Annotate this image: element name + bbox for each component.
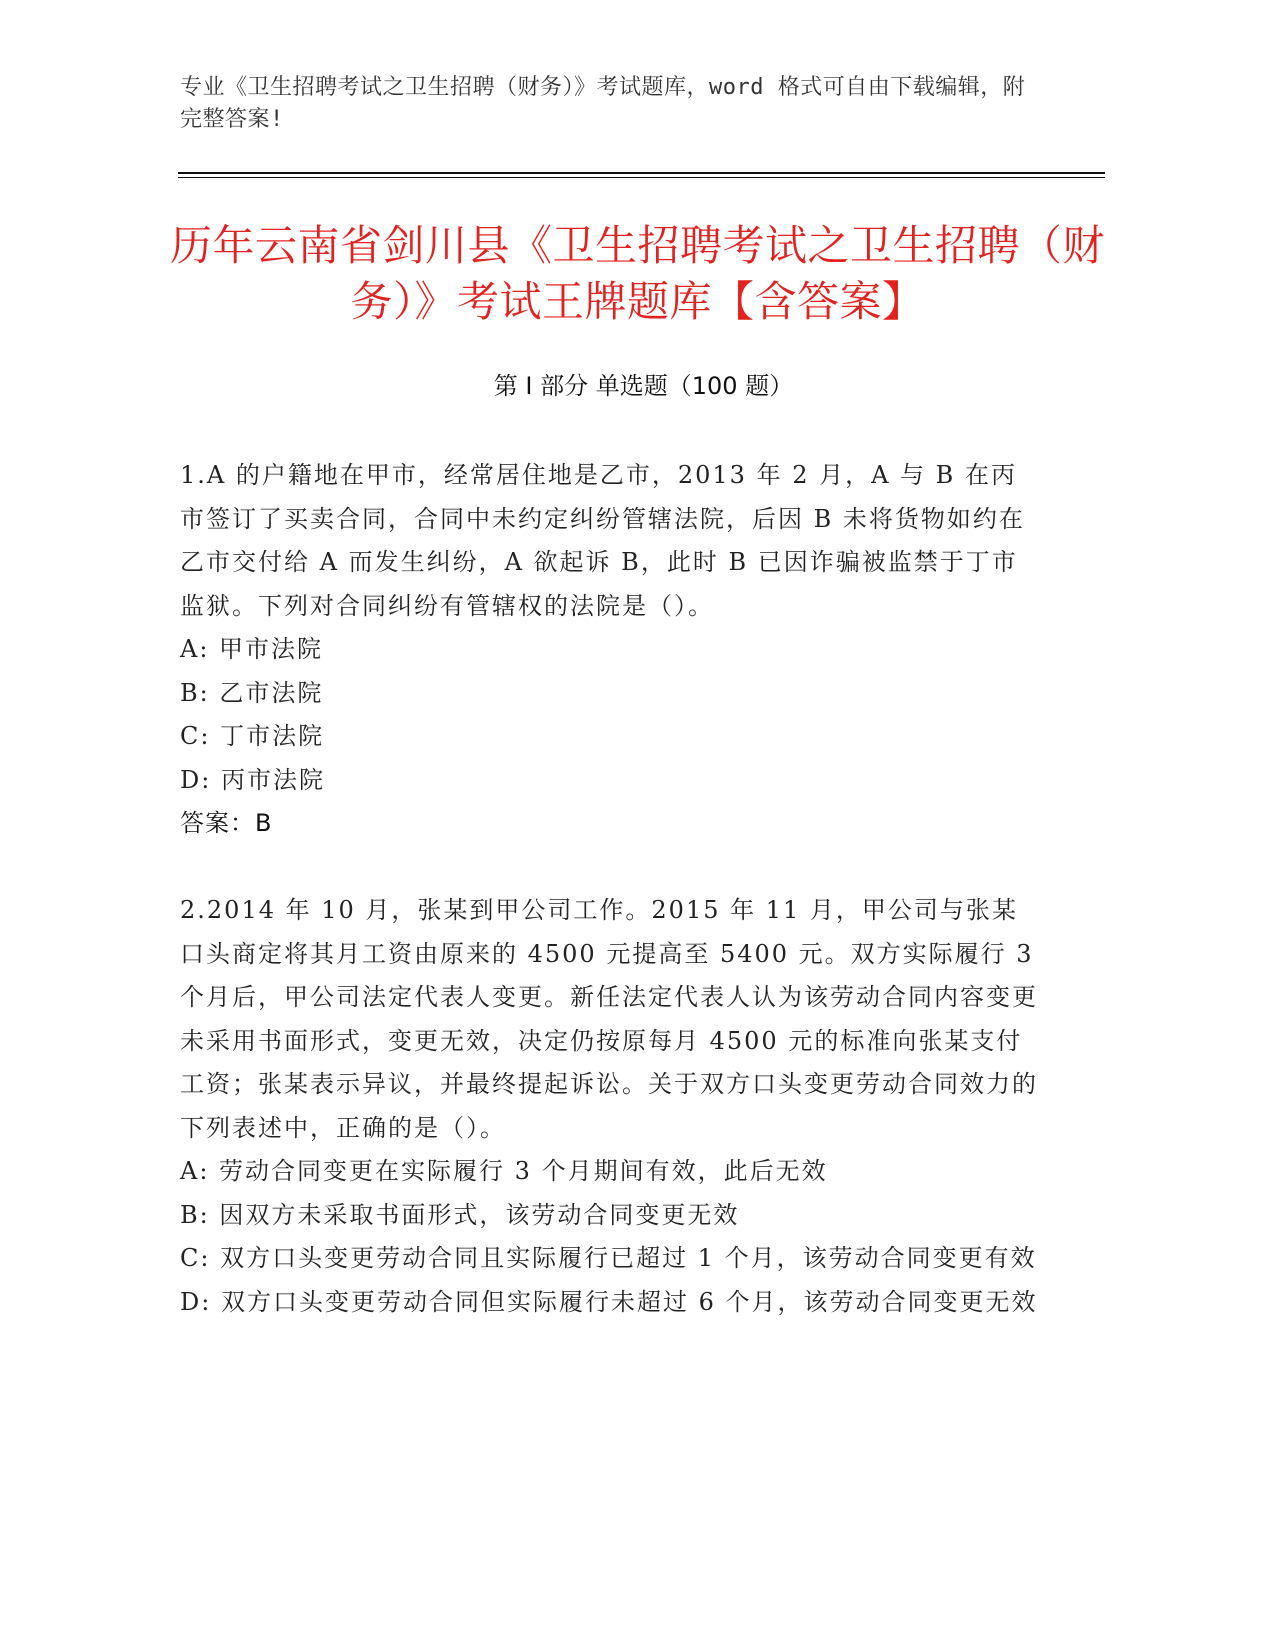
option-d: D: 双方口头变更劳动合同但实际履行未超过 6 个月，该劳动合同变更无效 bbox=[180, 1287, 1038, 1316]
question-stem: 2.2014 年 10 月，张某到甲公司工作。2015 年 11 月，甲公司与张某口头商定将其月工资由原来的 4500 元提高至 5400 元。双方实际履行 3 个月后，甲公司法定代表人变更。新任法定代表人认为该劳动合同内容变更未采用书面形式，变更无效，决定仍按原每月 4500 元的标准向张某支付工资；张某表示异议，并最终提起诉讼。关于双方口头变更劳动合同效力的下列表述中，正确的是（）。 bbox=[180, 896, 1038, 1142]
option-c: C: 双方口头变更劳动合同且实际履行已超过 1 个月，该劳动合同变更有效 bbox=[180, 1244, 1037, 1272]
option-a: A: 劳动合同变更在实际履行 3 个月期间有效，此后无效 bbox=[180, 1157, 828, 1185]
option-a: A: 甲市法院 bbox=[180, 635, 324, 663]
option-d: D: 丙市法院 bbox=[180, 765, 325, 794]
option-b: B: 乙市法院 bbox=[180, 678, 324, 707]
header-note: 专业《卫生招聘考试之卫生招聘（财务）》考试题库，word 格式可自由下载编辑，附完整答案! bbox=[180, 75, 1026, 132]
section-heading: 第 I 部分 单选题（100 题） bbox=[493, 372, 794, 400]
answer-line: 答案：B bbox=[180, 809, 273, 837]
question-1 bbox=[180, 454, 1040, 846]
option-c: C: 丁市法院 bbox=[180, 722, 325, 750]
document-title: 历年云南省剑川县《卫生招聘考试之卫生招聘（财务）》考试王牌题库【含答案】 bbox=[169, 221, 1105, 326]
header-divider-thin bbox=[178, 177, 1105, 178]
option-b: B: 因双方未采取书面形式，该劳动合同变更无效 bbox=[180, 1200, 740, 1229]
question-2 bbox=[180, 889, 1040, 1324]
question-stem: 1.A 的户籍地在甲市，经常居住地是乙市，2013 年 2 月，A 与 B 在丙市签订了买卖合同，合同中未约定纠纷管辖法院，后因 B 未将货物如约在乙市交付给 A 而发生纠纷，A 欲起诉 B，此时 B 已因诈骗被监禁于丁市监狱。下列对合同纠纷有管辖权的法院是（）。 bbox=[180, 461, 1025, 620]
header-divider-thick bbox=[178, 172, 1105, 174]
